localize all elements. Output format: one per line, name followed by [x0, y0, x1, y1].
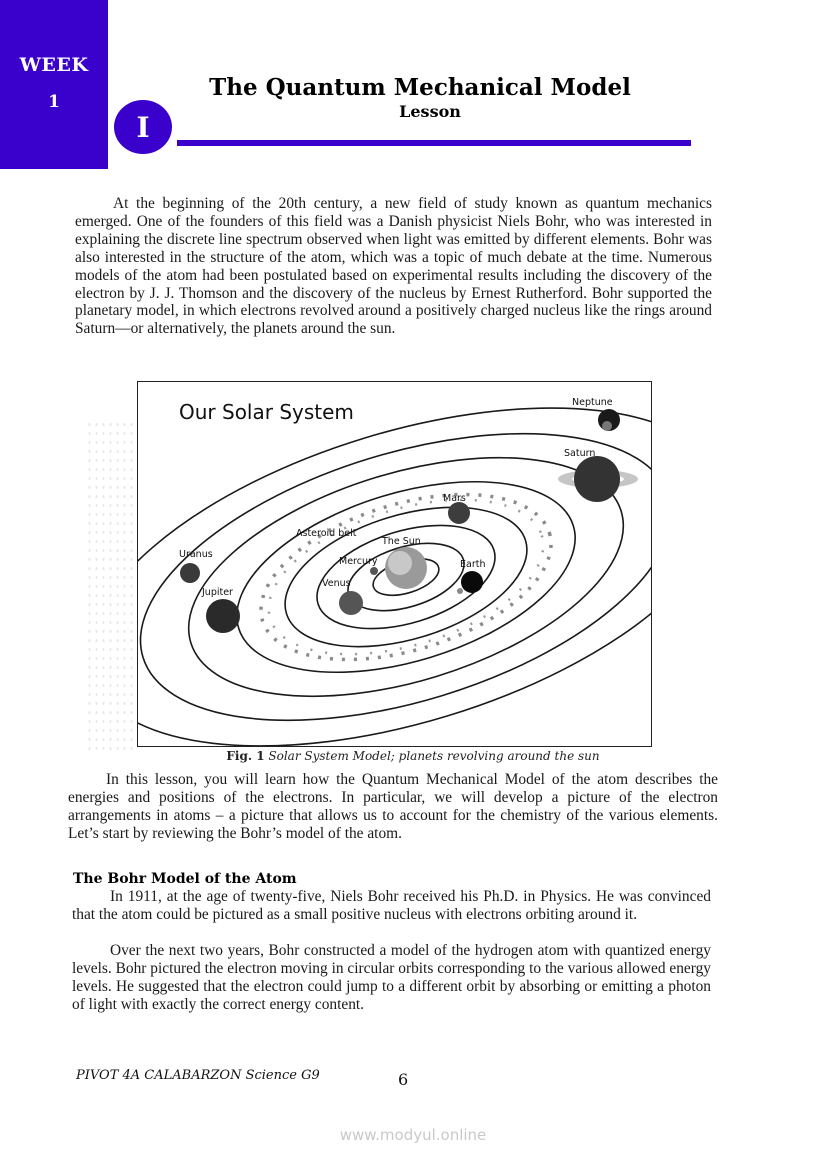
week-number: 1	[48, 92, 60, 112]
intro-paragraph-text: At the beginning of the 20th century, a new field of study known as quantum mechanics emerged. One of the founders of this field was a Danish physicist Niels Bohr, who was interested in explaining the discrete line spectrum observed when light was emitted by different elements. Bohr was also interested in the structure of the atom, which was a topic of much debate at the time. Numerous models of the atom had been postulated based on experimental results including the discovery of the electron by J. J. Thomson and the discovery of the nucleus by Ernest Rutherford. Bohr supported the planetary model, in which electrons revolved around a positively charged nucleus like the rings around Saturn—or alternatively, the planets around the sun.	[75, 195, 712, 338]
caption-text: Solar System Model; planets revolving around the sun	[268, 749, 600, 763]
page-number: 6	[398, 1070, 409, 1089]
label-venus: Venus	[322, 578, 351, 589]
page-subtitle: Lesson	[399, 102, 461, 121]
lesson-paragraph-text: In this lesson, you will learn how the Quantum Mechanical Model of the atom describes the energies and positions of the electrons. In particular, we will develop a picture of the electron arrangements in atoms – a picture that allows us to account for the chemistry of the various elements. Let’s start by reviewing the Bohr’s model of the atom.	[68, 771, 718, 842]
label-uranus: Uranus	[179, 549, 213, 560]
solar-system-diagram	[138, 382, 651, 746]
solar-system-figure	[137, 381, 652, 747]
label-sun: The Sun	[382, 536, 421, 547]
bohr-paragraph-2-text: Over the next two years, Bohr constructed a model of the hydrogen atom with quantized energy levels. Bohr pictured the electron moving in circular orbits corresponding to the various allowed energy levels. He suggested that the electron could jump to a different orbit by absorbing or emitting a photon of light with exactly the correct energy content.	[72, 942, 711, 1013]
week-badge	[0, 0, 108, 169]
section-heading-bohr-model: The Bohr Model of the Atom	[73, 871, 297, 887]
figure-caption	[0, 749, 826, 763]
bohr-paragraph-2	[72, 942, 711, 1014]
label-saturn: Saturn	[564, 448, 596, 459]
lesson-marker-circle: I	[114, 100, 172, 154]
bohr-paragraph-1-text: In 1911, at the age of twenty-five, Niels Bohr received his Ph.D. in Physics. He was convinced that the atom could be pictured as a small positive nucleus with electrons orbiting around it.	[72, 888, 711, 923]
figure-title: Our Solar System	[179, 400, 354, 424]
page-title: The Quantum Mechanical Model	[209, 74, 631, 101]
scan-noise-decoration	[86, 420, 136, 750]
caption-label: Fig. 1	[226, 749, 265, 763]
intro-paragraph	[75, 195, 712, 338]
footer-publication: PIVOT 4A CALABARZON Science G9	[76, 1068, 320, 1083]
label-mercury: Mercury	[339, 556, 378, 567]
watermark-link: www.modyul.online	[339, 1126, 487, 1144]
lesson-paragraph	[68, 771, 718, 843]
week-label: WEEK	[19, 54, 89, 76]
title-underline-divider	[177, 140, 691, 146]
bohr-paragraph-1	[72, 888, 711, 924]
label-jupiter: Jupiter	[202, 587, 233, 598]
label-mars: Mars	[443, 493, 466, 504]
label-neptune: Neptune	[572, 397, 613, 408]
label-earth: Earth	[460, 559, 486, 570]
label-asteroid-belt: Asteroid belt	[296, 528, 357, 539]
